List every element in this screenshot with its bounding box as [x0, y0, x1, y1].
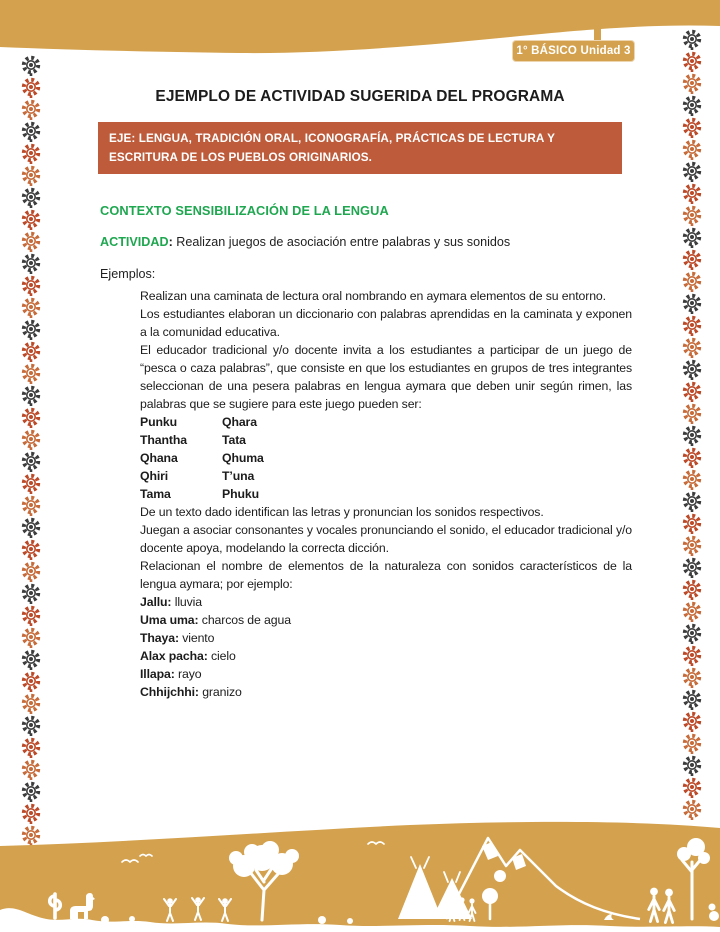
gear-medallion-icon	[682, 710, 702, 732]
gear-medallion-icon	[21, 340, 41, 362]
example-paragraph: De un texto dado identifican las letras y pronuncian los sonidos respectivos.	[140, 505, 544, 519]
gear-medallion-icon	[21, 296, 41, 318]
gear-medallion-icon	[21, 736, 41, 758]
nature-word	[140, 683, 632, 701]
nature-term: Uma uma:	[140, 613, 199, 627]
gear-medallion-icon	[21, 626, 41, 648]
nature-term: Illapa:	[140, 667, 175, 681]
example-paragraph: El educador tradicional y/o docente invita a los estudiantes a participar de un juego de “pesca o caza palabras”, que consiste en que los estudiantes en grupos de tres integrantes seleccionan de una pesera palabras en lengua aymara que deben unir según rimen, las palabras que se sugiere para este juego pueden ser:	[140, 343, 632, 411]
example-paragraphs-bottom	[140, 503, 632, 593]
gear-medallion-icon	[682, 754, 702, 776]
gear-medallion-icon	[682, 402, 702, 424]
gear-medallion-icon	[682, 380, 702, 402]
rhyme-word: Qhuma	[222, 451, 264, 465]
rhyme-word: T’una	[222, 469, 255, 483]
example-paragraph: Juegan a asociar consonantes y vocales pronunciando el sonido, el educador tradicional y/o docente apoya, modelando la correcta dicción.	[140, 523, 632, 555]
gear-medallion-icon	[21, 648, 41, 670]
gear-medallion-icon	[21, 98, 41, 120]
left-border-ornament	[21, 54, 41, 846]
gear-medallion-icon	[682, 160, 702, 182]
gear-medallion-icon	[21, 208, 41, 230]
activity-label: ACTIVIDAD	[100, 235, 169, 249]
gear-medallion-icon	[682, 490, 702, 512]
gear-medallion-icon	[682, 644, 702, 666]
gear-medallion-icon	[21, 582, 41, 604]
context-heading: CONTEXTO SENSIBILIZACIÓN DE LA LENGUA	[100, 203, 389, 218]
example-paragraph: Relacionan el nombre de elementos de la naturaleza con sonidos característicos de la lengua aymara; por ejemplo:	[140, 559, 632, 591]
gear-medallion-icon	[682, 798, 702, 820]
gear-medallion-icon	[21, 472, 41, 494]
gear-medallion-icon	[21, 164, 41, 186]
gear-medallion-icon	[682, 182, 702, 204]
gear-medallion-icon	[682, 358, 702, 380]
rhyme-word: Qhara	[222, 415, 257, 429]
gear-medallion-icon	[21, 54, 41, 76]
page-title: EJEMPLO DE ACTIVIDAD SUGERIDA DEL PROGRAMA	[155, 88, 565, 105]
rhyme-word: Tata	[222, 433, 246, 447]
gear-medallion-icon	[682, 116, 702, 138]
aymara-word: Punku	[140, 415, 177, 429]
gear-medallion-icon	[682, 776, 702, 798]
nature-term: Alax pacha:	[140, 649, 208, 663]
word-pair	[140, 485, 632, 503]
nature-words-list	[140, 593, 632, 701]
example-paragraph: Realizan una caminata de lectura oral nombrando en aymara elementos de su entorno.	[140, 289, 606, 303]
gear-medallion-icon	[682, 94, 702, 116]
nature-word	[140, 593, 632, 611]
gear-medallion-icon	[21, 516, 41, 538]
gear-medallion-icon	[682, 468, 702, 490]
gear-medallion-icon	[21, 428, 41, 450]
gear-medallion-icon	[21, 758, 41, 780]
gear-medallion-icon	[21, 560, 41, 582]
nature-word	[140, 629, 632, 647]
gear-medallion-icon	[21, 120, 41, 142]
gear-medallion-icon	[682, 688, 702, 710]
nature-term: Jallu:	[140, 595, 172, 609]
activity-text: Realizan juegos de asociación entre palabras y sus sonidos	[176, 235, 511, 249]
word-pair	[140, 413, 632, 431]
gear-medallion-icon	[21, 780, 41, 802]
gear-medallion-icon	[682, 556, 702, 578]
gear-medallion-icon	[682, 622, 702, 644]
example-paragraphs-top	[140, 287, 632, 413]
aymara-word: Qhana	[140, 451, 178, 465]
nature-meaning: granizo	[198, 685, 242, 699]
nature-meaning: charcos de agua	[198, 613, 291, 627]
gear-medallion-icon	[682, 336, 702, 358]
gear-medallion-icon	[21, 186, 41, 208]
gear-medallion-icon	[682, 226, 702, 248]
nature-word	[140, 611, 632, 629]
gear-medallion-icon	[21, 714, 41, 736]
gear-medallion-icon	[682, 446, 702, 468]
nature-term: Chhijchhi:	[140, 685, 199, 699]
rhyme-word: Phuku	[222, 487, 259, 501]
nature-meaning: lluvia	[171, 595, 203, 609]
gear-medallion-icon	[21, 538, 41, 560]
examples-body	[140, 287, 632, 701]
nature-word	[140, 665, 632, 683]
gear-medallion-icon	[21, 252, 41, 274]
word-pairs-list	[140, 413, 632, 503]
gear-medallion-icon	[21, 670, 41, 692]
gear-medallion-icon	[682, 534, 702, 556]
gear-medallion-icon	[682, 248, 702, 270]
footer-landscape-artwork	[0, 820, 720, 932]
gear-medallion-icon	[21, 230, 41, 252]
gear-medallion-icon	[682, 28, 702, 50]
activity-line	[100, 235, 510, 249]
gear-medallion-icon	[682, 292, 702, 314]
gear-medallion-icon	[682, 138, 702, 160]
nature-meaning: rayo	[174, 667, 202, 681]
gear-medallion-icon	[682, 314, 702, 336]
gear-medallion-icon	[682, 50, 702, 72]
gear-medallion-icon	[21, 76, 41, 98]
gear-medallion-icon	[21, 406, 41, 428]
word-pair	[140, 449, 632, 467]
gear-medallion-icon	[682, 732, 702, 754]
gear-medallion-icon	[682, 666, 702, 688]
gear-medallion-icon	[682, 204, 702, 226]
word-pair	[140, 467, 632, 485]
gear-medallion-icon	[21, 362, 41, 384]
gear-medallion-icon	[682, 72, 702, 94]
nature-meaning: viento	[178, 631, 215, 645]
gear-medallion-icon	[682, 512, 702, 534]
nature-meaning: cielo	[207, 649, 236, 663]
activity-separator: :	[168, 235, 177, 249]
gear-medallion-icon	[21, 384, 41, 406]
gear-medallion-icon	[21, 318, 41, 340]
nature-term: Thaya:	[140, 631, 179, 645]
example-paragraph: Los estudiantes elaboran un diccionario con palabras aprendidas en la caminata y exponen a la comunidad educativa.	[140, 307, 632, 339]
aymara-word: Qhiri	[140, 469, 169, 483]
gear-medallion-icon	[21, 604, 41, 626]
gear-medallion-icon	[682, 600, 702, 622]
gear-medallion-icon	[21, 450, 41, 472]
aymara-word: Tama	[140, 487, 171, 501]
aymara-word: Thantha	[140, 433, 187, 447]
gear-medallion-icon	[21, 692, 41, 714]
gear-medallion-icon	[21, 274, 41, 296]
gear-medallion-icon	[682, 270, 702, 292]
right-border-ornament	[682, 28, 702, 820]
gear-medallion-icon	[21, 142, 41, 164]
gear-medallion-icon	[682, 578, 702, 600]
nature-word	[140, 647, 632, 665]
gear-medallion-icon	[21, 494, 41, 516]
eje-banner: EJE: LENGUA, TRADICIÓN ORAL, ICONOGRAFÍA, PRÁCTICAS DE LECTURA Y ESCRITURA DE LOS PUEBLOS ORIGINARIOS.	[98, 122, 622, 174]
examples-label: Ejemplos:	[100, 267, 156, 281]
unit-badge: 1° BÁSICO Unidad 3	[512, 40, 635, 62]
gear-medallion-icon	[682, 424, 702, 446]
word-pair	[140, 431, 632, 449]
